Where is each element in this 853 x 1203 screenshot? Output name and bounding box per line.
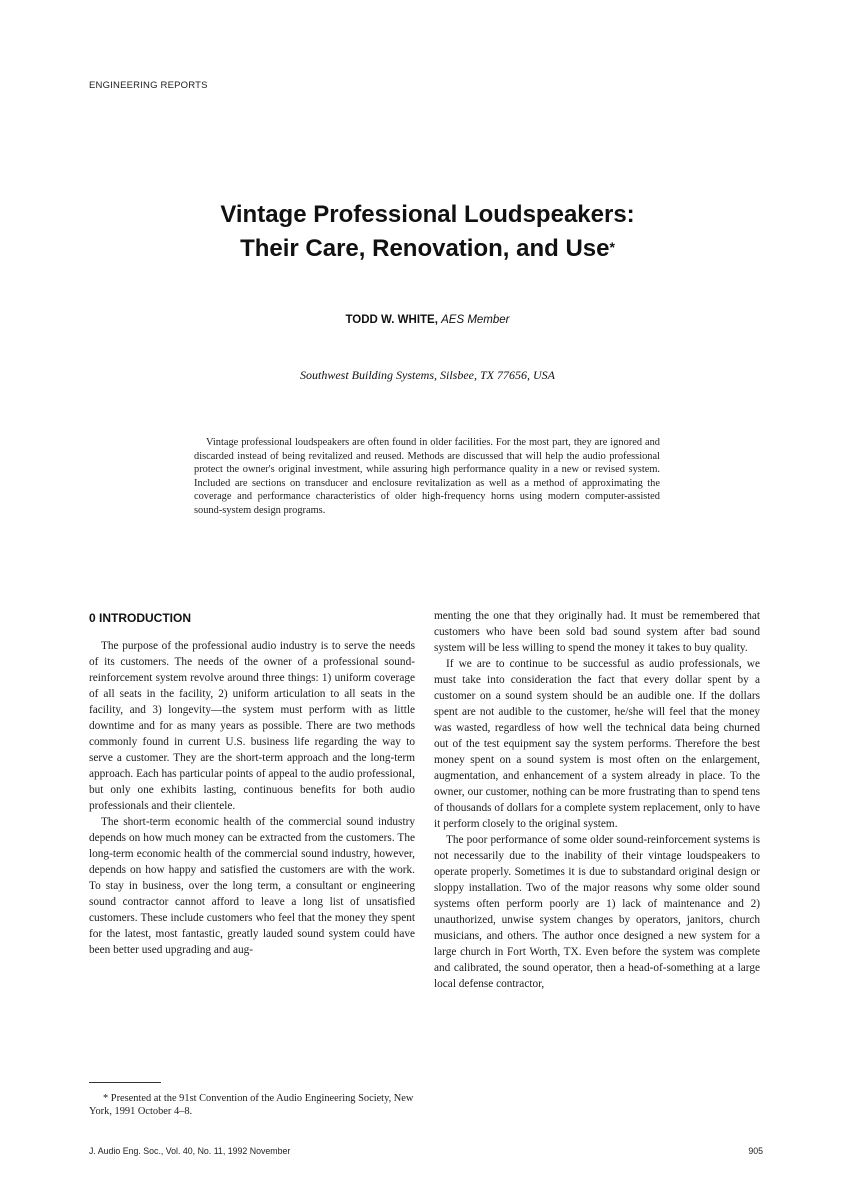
paragraph: The purpose of the professional audio industry is to serve the needs of its customers. The needs of the owner of a professional sound-reinforcement system revolve around three things: 1) uniform coverage of all seats in the facility, 2) uniform articulation to all seats in the facility, and 3) longevity—the system must perform with as little downtime and for as many years as possible. There are two methods commonly found in current U.S. business life regarding the way to serve a customer. They are the short-term approach and the long-term approach. Each has particular points of appeal to the audio professional, but only one exhibits lasting, continuous benefits for both audio professionals and their clientele. (89, 640, 415, 812)
paragraph: The poor performance of some older sound-reinforcement systems is not necessarily due to the inability of their vintage loudspeakers to operate properly. Sometimes it is due to substandard original design or sloppy installation. Two of the major reasons why some older sound systems often perform poorly are 1) lack of maintenance and 2) unauthorized, unwise system changes by operators, janitors, church musicians, and others. The author once designed a new system for a large church in Fort Worth, TX. Even before the system was complete and calibrated, the sound operator, then a head-of-something at a large local defense contractor, (434, 834, 760, 990)
journal-citation: J. Audio Eng. Soc., Vol. 40, No. 11, 1992 November (89, 1146, 291, 1156)
body-column-left (89, 608, 415, 958)
author-affiliation: Southwest Building Systems, Silsbee, TX 77656, USA (300, 368, 555, 382)
author-name: TODD W. WHITE, (345, 314, 438, 326)
footnote-divider (89, 1082, 161, 1083)
article-title (120, 198, 735, 266)
author-line (120, 314, 735, 326)
title-footnote-mark: * (609, 239, 615, 255)
abstract: Vintage professional loudspeakers are often found in older facilities. For the most part, they are ignored and discarded instead of being revitalized and reused. Methods are discussed that will help the audio professional protect the owner's original investment, while assuring high performance quality in a new or revised system. Included are sections on transducer and enclosure revitalization as well as a method of approximating the coverage and performance characteristics of older high-frequency horns using modern computer-assisted sound-system design programs. (194, 437, 660, 516)
page-number: 905 (748, 1146, 763, 1156)
paragraph: menting the one that they originally had. It must be remembered that customers who have been sold bad sound system after bad sound system will be less willing to spend the money it takes to buy quality. (434, 610, 760, 654)
section-heading: 0 INTRODUCTION (89, 611, 191, 625)
footnote: * Presented at the 91st Convention of the Audio Engineering Society, New York, 1991 October 4–8. (89, 1093, 414, 1117)
paragraph: If we are to continue to be successful as audio professionals, we must take into consideration the fact that every dollar spent by a customer on a sound system should be an audible one. If the dollars spent are not audible to the customer, he/she will feel that the money was wasted, regardless of how well the technical data being churned out of the test equipment say the system performs. Therefore the best money spent on a sound system is most often on the enlargement, augmentation, and enhancement of a system already in place. To the owner, our customer, nothing can be more frustrating than to spend tens of thousands of dollars for a complete system replacement, only to have it perform closely to the original system. (434, 658, 760, 830)
title-line-2-text: Their Care, Renovation, and Use (240, 235, 610, 262)
section-label: ENGINEERING REPORTS (89, 80, 208, 91)
body-column-right (434, 608, 760, 992)
title-line-1: Vintage Professional Loudspeakers: (220, 201, 635, 228)
author-membership: AES Member (441, 314, 510, 326)
title-line-2 (120, 232, 735, 266)
paragraph: The short-term economic health of the commercial sound industry depends on how much money can be extracted from the customers. The long-term economic health of the commercial sound industry, however, depends on how happy and satisfied the customers are with the work. To stay in business, over the long term, a consultant or engineering sound contractor cannot afford to leave a long list of unsatisfied customers. These include customers who feel that the money they spent for the latest, most fantastic, greatly lauded sound system could have been better used upgrading and aug- (89, 816, 415, 956)
